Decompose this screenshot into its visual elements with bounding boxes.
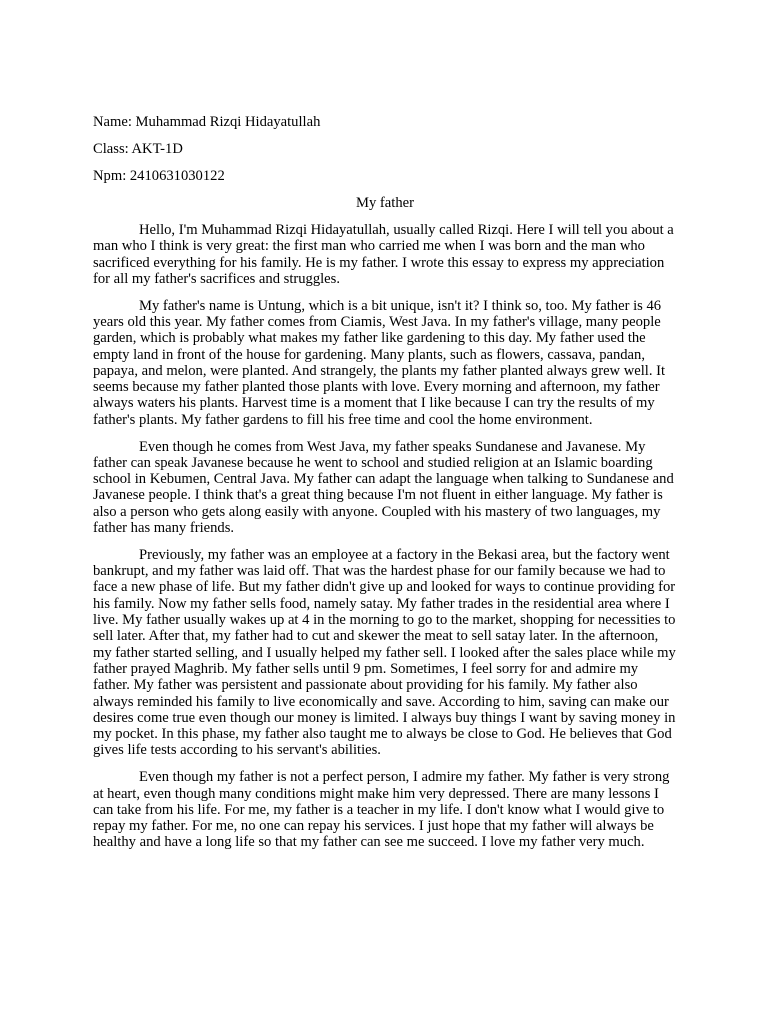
paragraph-3: Even though he comes from West Java, my father speaks Sundanese and Javanese. My father can speak Javanese because he went to school and studied religion at an Islamic boarding school in Kebumen, Central Java. My father can adapt the language when talking to Sundanese and Javanese people. I think that's a great thing because I'm not fluent in either language. My father is also a person who gets along easily with anyone. Coupled with his mastery of two languages, my father has many friends. bbox=[93, 438, 674, 537]
student-name: Name: Muhammad Rizqi Hidayatullah bbox=[93, 114, 321, 130]
essay-title: My father bbox=[356, 195, 414, 211]
paragraph-2: My father's name is Untung, which is a bit unique, isn't it? I think so, too. My father is 46 years old this year. My father comes from Ciamis, West Java. In my father's village, many people garden, which is probably what makes my father like gardening to this day. My father used the empty land in front of the house for gardening. Many plants, such as flowers, cassava, pandan, papaya, and melon, were planted. And strangely, the plants my father planted always grew well. It seems because my father planted those plants with love. Every morning and afternoon, my father always waters his plants. Harvest time is a moment that I like because I can try the results of my father's plants. My father gardens to fill his free time and cool the home environment. bbox=[93, 297, 666, 428]
student-npm: Npm: 2410631030122 bbox=[93, 168, 225, 184]
paragraph-1: Hello, I'm Muhammad Rizqi Hidayatullah, usually called Rizqi. Here I will tell you about a man who I think is very great: the first man who carried me when I was born and the man who sacrificed everything for his family. He is my father. I wrote this essay to express my appreciation for all my father's sacrifices and struggles. bbox=[93, 222, 674, 287]
student-class: Class: AKT-1D bbox=[93, 141, 183, 157]
document-body bbox=[93, 114, 677, 861]
paragraph-4: Previously, my father was an employee at a factory in the Bekasi area, but the factory went bankrupt, and my father was laid off. That was the hardest phase for our family because we had to face a new phase of life. But my father didn't give up and looked for ways to continue providing for his family. Now my father sells food, namely satay. My father trades in the residential area where I live. My father usually wakes up at 4 in the morning to go to the market, shopping for necessities to sell later. After that, my father had to cut and skewer the meat to sell satay later. In the afternoon, my father started selling, and I usually helped my father sell. I looked after the sales place while my father prayed Maghrib. My father sells until 9 pm. Sometimes, I feel sorry for and admire my father. My father was persistent and passionate about providing for his family. My father also always reminded his family to live economically and save. According to him, saving can make our desires come true even though our money is limited. I always buy things I want by saving money in my pocket. In this phase, my father also taught me to always be close to God. He believes that God gives life tests according to his servant's abilities. bbox=[93, 546, 676, 759]
paragraph-5: Even though my father is not a perfect person, I admire my father. My father is very strong at heart, even though many conditions might make him very depressed. There are many lessons I can take from his life. For me, my father is a teacher in my life. I don't know what I would give to repay my father. For me, no one can repay his services. I just hope that my father will always be healthy and have a long life so that my father can see me succeed. I love my father very much. bbox=[93, 769, 670, 851]
